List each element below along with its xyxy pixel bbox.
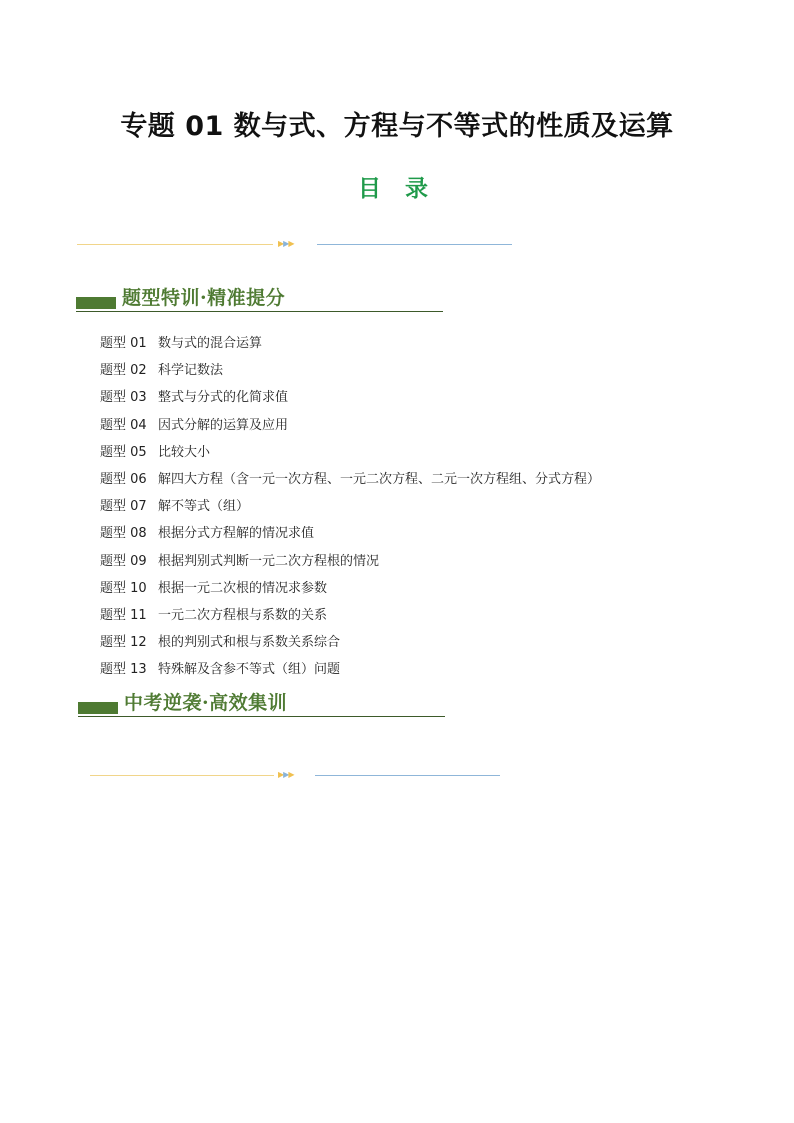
section-bar-icon [78, 702, 118, 714]
toc-item-text: 数与式的混合运算 [158, 336, 263, 351]
toc-item[interactable] [100, 444, 600, 471]
toc-item[interactable] [100, 389, 600, 416]
toc-item-text: 一元二次方程根与系数的关系 [158, 607, 328, 623]
toc-item-text: 解四大方程（含一元一次方程、一元二次方程、二元一次方程组、分式方程） [158, 471, 601, 487]
toc-item-code: 题型 10 [100, 580, 147, 596]
toc-item-text: 比较大小 [158, 444, 211, 460]
toc-item-text: 根据判别式判断一元二次方程根的情况 [158, 553, 380, 569]
divider-line-gold [90, 775, 274, 776]
toc-heading: 目 录 [357, 176, 436, 202]
section-header-exam [78, 690, 445, 717]
section-header-practice [76, 285, 443, 312]
toc-item[interactable] [100, 553, 600, 580]
toc-item[interactable] [100, 335, 600, 362]
toc-item-text: 特殊解及含参不等式（组）问题 [158, 662, 341, 678]
toc-item-code: 题型 09 [100, 553, 147, 569]
divider-line-blue [317, 244, 512, 245]
toc-item-text: 根据分式方程解的情况求值 [158, 526, 315, 542]
document-title: 专题 01 数与式、方程与不等式的性质及运算 [120, 111, 674, 142]
divider-line-blue [315, 775, 500, 776]
toc-item-code: 题型 08 [100, 526, 147, 542]
section-label: 题型特训·精准提分 [122, 287, 286, 309]
toc-item-code: 题型 13 [100, 662, 147, 678]
toc-item-code: 题型 03 [100, 390, 147, 406]
section-label: 中考逆袭·高效集训 [124, 692, 288, 714]
toc-item-text: 因式分解的运算及应用 [158, 417, 289, 433]
toc-item-text: 根据一元二次根的情况求参数 [158, 580, 328, 596]
divider-line-gold [77, 244, 273, 245]
toc-item[interactable] [100, 607, 600, 634]
toc-item-code: 题型 04 [100, 417, 147, 433]
divider-arrows-icon: ▶▶▶ [278, 770, 294, 779]
toc-item-text: 根的判别式和根与系数关系综合 [158, 635, 341, 651]
toc-item-code: 题型 07 [100, 499, 147, 515]
toc-item-text: 解不等式（组） [158, 499, 250, 515]
section-bar-icon [76, 297, 116, 309]
toc-item[interactable] [100, 498, 600, 525]
toc-item-code: 题型 05 [100, 444, 147, 460]
toc-item[interactable] [100, 661, 600, 688]
toc-item-code: 题型 01 [100, 336, 147, 351]
toc-list [100, 335, 600, 688]
toc-item[interactable] [100, 362, 600, 389]
toc-item[interactable] [100, 471, 600, 498]
toc-item-text: 整式与分式的化简求值 [158, 390, 289, 406]
divider-bottom [90, 771, 500, 781]
toc-item-text: 科学记数法 [158, 363, 224, 379]
divider-top [77, 240, 512, 250]
toc-item[interactable] [100, 634, 600, 661]
toc-item[interactable] [100, 525, 600, 552]
toc-item-code: 题型 06 [100, 471, 147, 487]
toc-item-code: 题型 12 [100, 635, 147, 651]
toc-item-code: 题型 11 [100, 607, 147, 623]
toc-item-code: 题型 02 [100, 363, 147, 379]
toc-item[interactable] [100, 417, 600, 444]
toc-item[interactable] [100, 580, 600, 607]
divider-arrows-icon: ▶▶▶ [278, 239, 294, 248]
